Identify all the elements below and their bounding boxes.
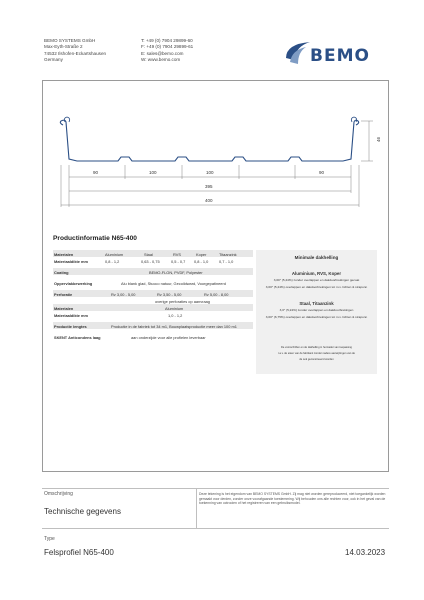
dim-90-right: 90: [319, 170, 325, 175]
footer-type-label: Type: [44, 536, 55, 542]
company-country: Germany: [44, 57, 63, 63]
roof-slope-title: Minimale dakhelling: [294, 255, 339, 260]
table-row: Oppervlakbewerking Alu blank glad, Stucco natuur, Gecoildward, Voorgepatineerd: [54, 280, 226, 286]
contact-web: W: www.bemo.com: [141, 57, 181, 63]
table-row: overige perforaties op aanvraag: [155, 298, 210, 304]
dim-height: 46: [376, 136, 382, 143]
footer-copyright-note: Deze tekening is het eigendom van BEMO SYSTEMS GmbH. Zij mag niet worden gereproduceerd, niet toegankelijk worden gemaakt voor derden, zonder onze voorafgaande toestemming. Wij behouden ons alle rechten voor, ook in het geval van de toekenning van octrooien of het registreren van een gebruiksmodel.: [199, 492, 386, 506]
table-row: Materialen Aluminium: [53, 304, 253, 311]
contact-email: E: sales@bemo.com: [141, 50, 184, 56]
table-row: Coating BEMO-FLON, PVDF, Polyester: [53, 268, 253, 275]
footer-desc-value: Technische gegevens: [44, 507, 121, 516]
dim-90-left: 90: [93, 170, 99, 175]
dim-400: 400: [205, 198, 213, 203]
content-frame: [42, 80, 389, 472]
footer-desc-label: Omschrijving: [44, 491, 73, 497]
table-row: Perforatie Rv 3,00 - 5,00 Rv 3,50 - 5,00 Rv 5,00 - 8,00: [53, 290, 253, 297]
product-info-title: Productinformatie N65-400: [53, 235, 137, 242]
footer-date: 14.03.2023: [345, 548, 386, 557]
table-row: SKENT Anticondens laag aan onderzijde voor alle profielen leverbaar: [54, 334, 206, 340]
dim-100-a: 100: [149, 170, 157, 175]
contact-fax: F: +49 (0) 7904 29899-61: [141, 44, 194, 50]
table-row: Materialen Aluminium Staal RVS Koper Titaanzink: [53, 250, 253, 257]
contact-tel: T: +49 (0) 7904 29899-60: [141, 38, 193, 43]
company-street: Max-Eyth-Straße 2: [44, 44, 83, 50]
roof-slope-panel: Minimale dakhelling Aluminium, RVS, Koper 3,00° (5,24%) zonder overlappen en dakdoorbrekingen gecoat 3,00° (5,24%) overlappen en dakdoorbrekingen tot m.v. lichten & straponn Staal, Titaanzink 3,0° (5,24%) zonder overlappen en dakdoorbrekingen 3,00° (6,75%) overlappen en dakdoorbrekingen tot m.v. lichten & straponn De voorschriften en de dakhelling in het kader van toepassing t.a.v. de eisen van de fabrikant zonder nadere aanwijzingen van de de ook geconstrueerd worden: [256, 250, 377, 374]
table-row: Productie lengtes Productie in de fabriek tot 34 m1, Bouwplaatsproductie meer dan 100 m1: [53, 322, 253, 329]
company-name: BEMO SYSTEMS GmbH: [44, 38, 96, 43]
table-row: Materiaaldikte mm 1,0 - 1,2: [54, 312, 183, 318]
footer-type-value: Felsprofiel N65-400: [44, 548, 114, 557]
dim-100-b: 100: [206, 170, 214, 175]
table-row: Materiaaldikte mm 0,8 - 1,2 0,63 - 0,75 0,5 - 0,7 0,8 - 1,0 0,7 - 1,0: [54, 258, 234, 264]
bemo-logo: [282, 38, 382, 68]
alu-title: Aluminium, RVS, Koper: [291, 271, 342, 276]
steel-title: Staal, Titaanzink: [299, 301, 334, 306]
company-address: [44, 38, 106, 64]
product-info-table: [53, 250, 253, 340]
company-contact: [141, 38, 193, 64]
profile-drawing: [43, 81, 388, 231]
company-city: 74532 Ilshofen-Eckartshausen: [44, 50, 107, 56]
dim-395: 395: [205, 184, 213, 189]
logo-text: BEMO: [310, 46, 370, 66]
